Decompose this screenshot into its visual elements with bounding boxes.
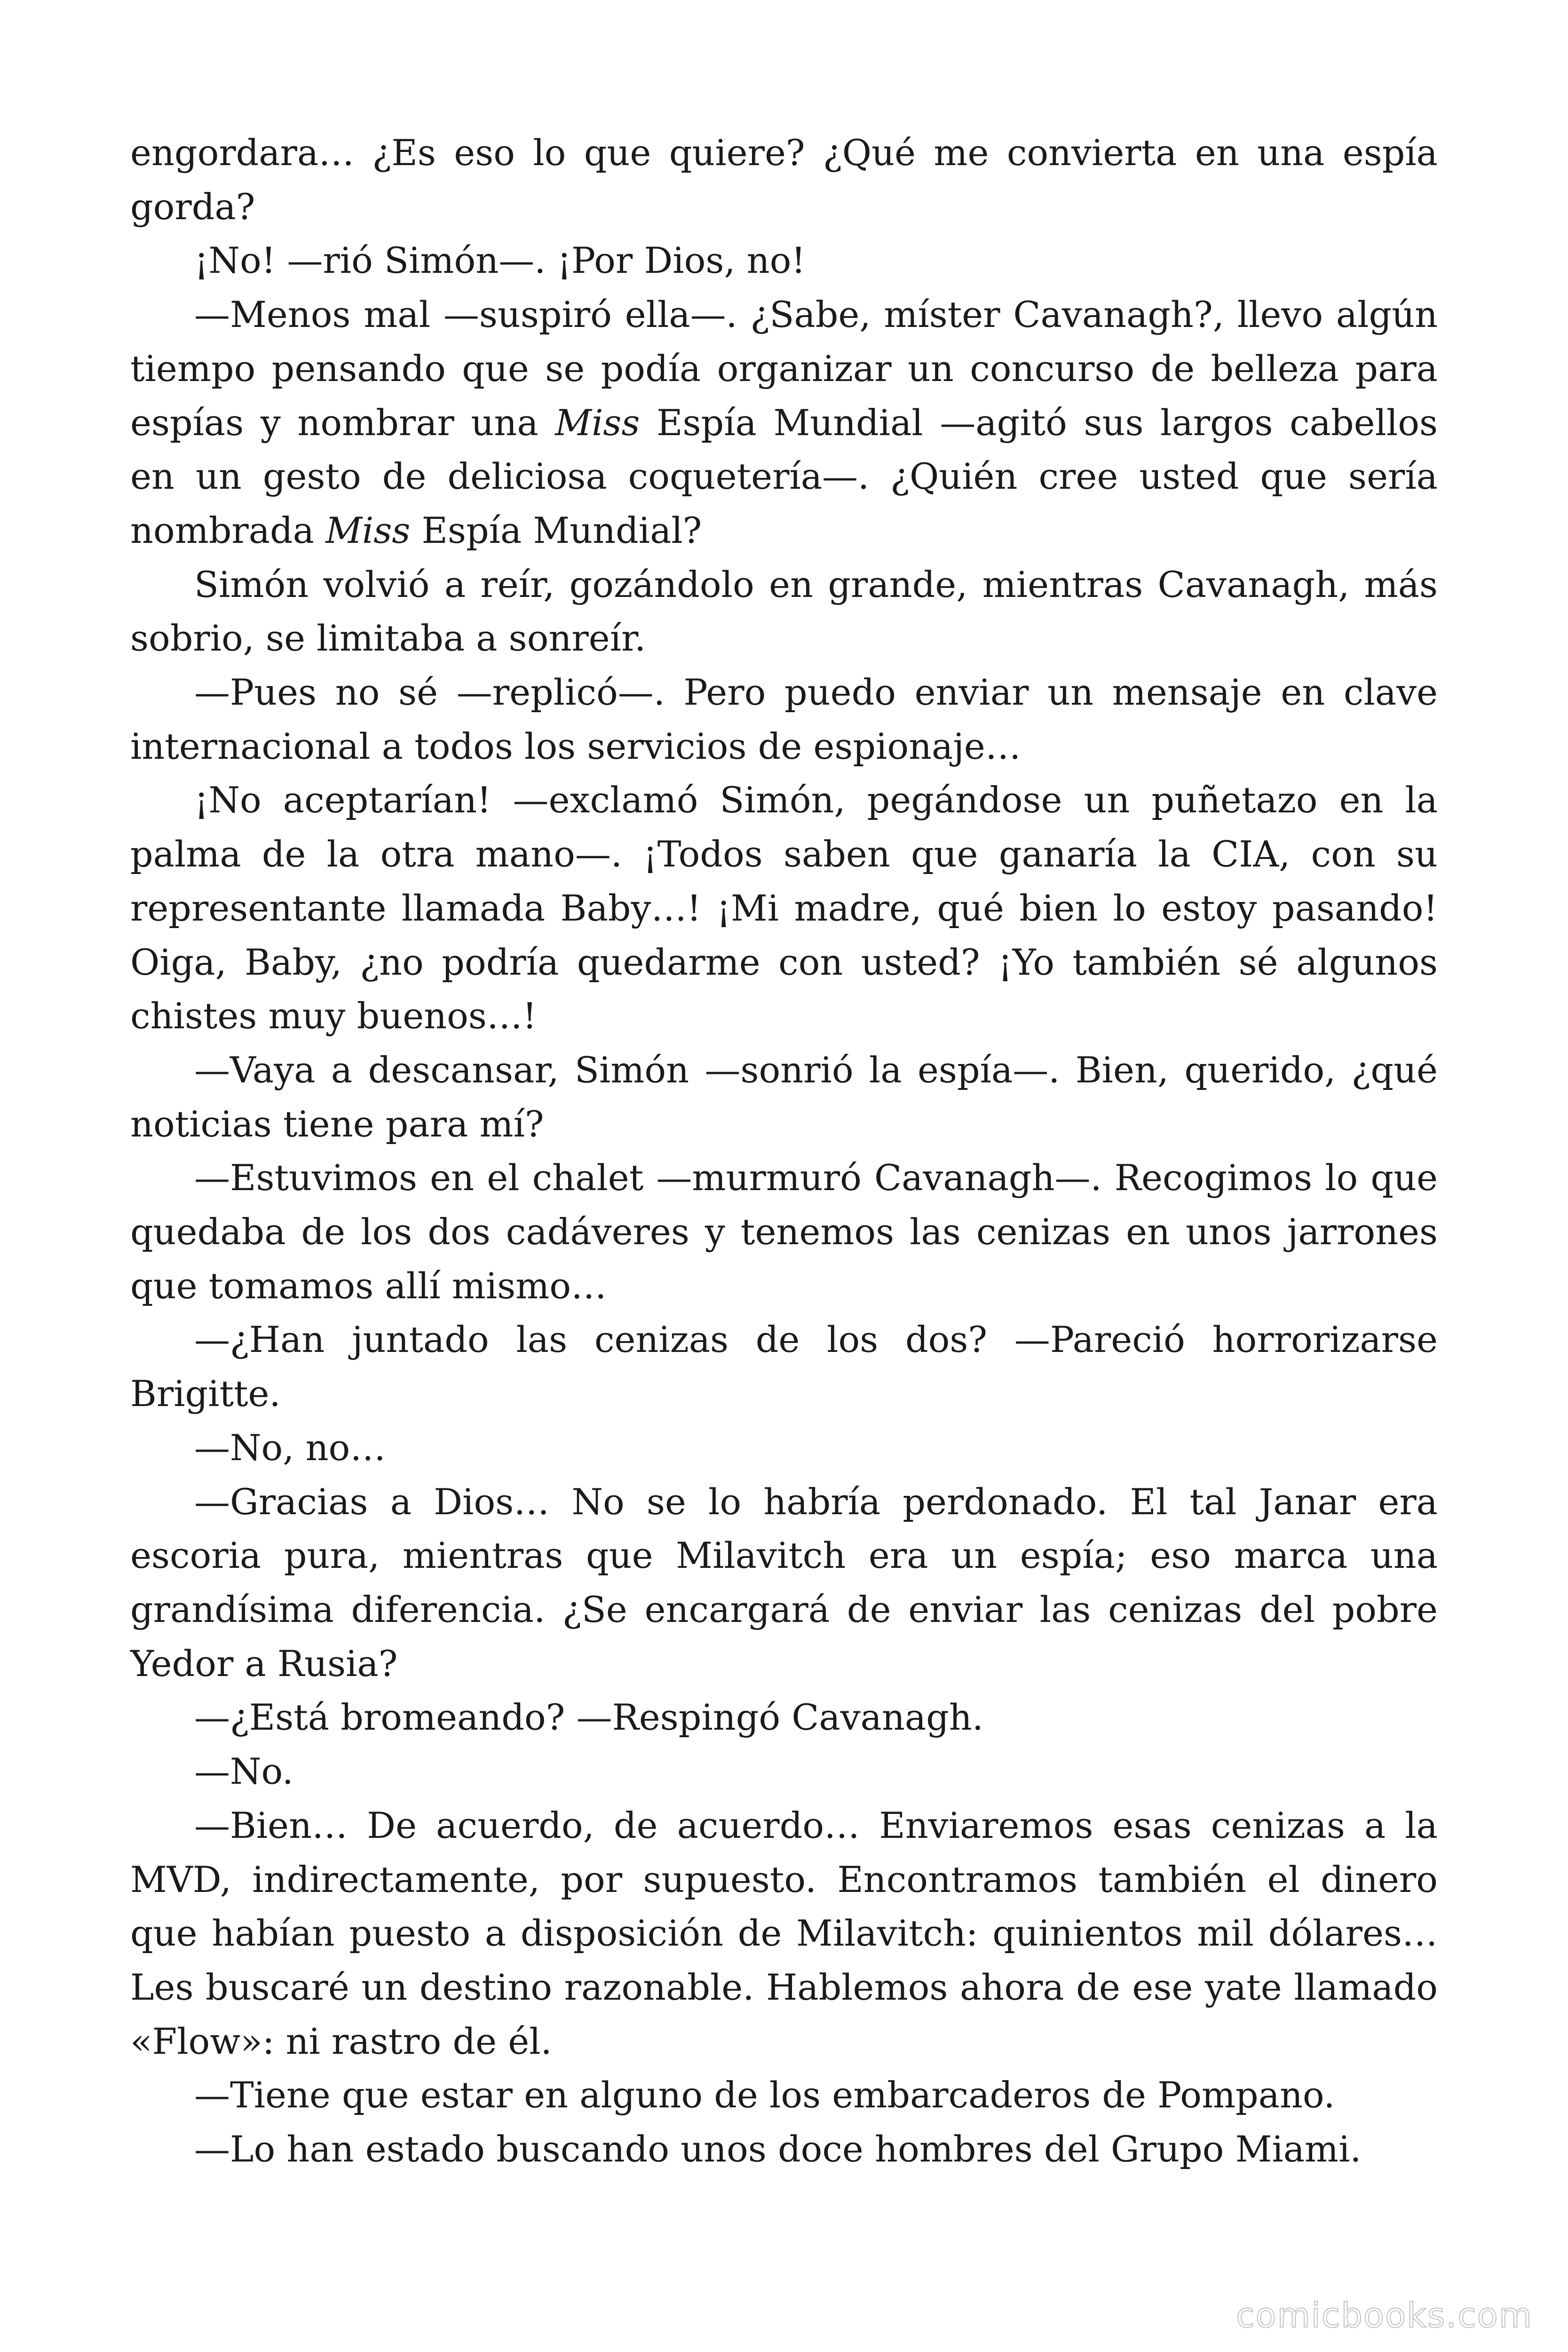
- paragraph: [130, 1151, 1438, 1313]
- italic-text-run: Miss: [555, 401, 640, 444]
- paragraph: [130, 1745, 1438, 1799]
- text-run: —Bien… De acuerdo, de acuerdo… Enviaremos esas cenizas a la MVD, indirectamente, por supuesto. Encontramos también el dinero que habían puesto a disposición de Milavitch: quinientos mil dólares… Les buscaré un destino razonable. Hablemos ahora de ese yate llamado «Flow»: ni rastro de él.: [130, 1804, 1438, 2062]
- text-run: ¡No! —rió Simón—. ¡Por Dios, no!: [194, 239, 806, 282]
- text-run: Simón volvió a reír, gozándolo en grande, mientras Cavanagh, más sobrio, se limitaba a sonreír.: [130, 563, 1438, 660]
- text-run: —Lo han estado buscando unos doce hombres del Grupo Miami.: [194, 2128, 1362, 2170]
- site-watermark: comicbooks.com: [1235, 2296, 1533, 2335]
- text-run: —Estuvimos en el chalet —murmuró Cavanagh—. Recogimos lo que quedaba de los dos cadáveres y tenemos las cenizas en unos jarrones que tomamos allí mismo…: [130, 1157, 1438, 1307]
- text-run: —¿Está bromeando? —Respingó Cavanagh.: [194, 1696, 983, 1739]
- paragraph: [130, 558, 1438, 666]
- text-run: Espía Mundial —agitó sus largos cabellos en un gesto de deliciosa coquetería—. ¿Quién cree usted que sería nombrada: [130, 401, 1438, 551]
- paragraph: [130, 288, 1438, 558]
- paragraph: [130, 2068, 1438, 2122]
- text-run: —Pues no sé —replicó—. Pero puedo enviar un mensaje en clave internacional a todos los servicios de espionaje…: [130, 671, 1438, 767]
- text-run: —Gracias a Dios… No se lo habría perdonado. El tal Janar era escoria pura, mientras que Milavitch era un espía; eso marca una grandísima diferencia. ¿Se encargará de enviar las cenizas del pobre Yedor a Rusia?: [130, 1480, 1438, 1685]
- paragraph: [130, 1043, 1438, 1151]
- page-text-body: [130, 126, 1438, 2177]
- italic-text-run: Miss: [325, 509, 411, 551]
- text-run: —Tiene que estar en alguno de los embarcaderos de Pompano.: [194, 2074, 1335, 2116]
- paragraph: [130, 773, 1438, 1043]
- text-run: —No, no…: [194, 1426, 386, 1469]
- paragraph: [130, 1475, 1438, 1691]
- paragraph: [130, 1421, 1438, 1475]
- paragraph: [130, 234, 1438, 288]
- paragraph: [130, 2122, 1438, 2177]
- paragraph: [130, 1799, 1438, 2069]
- paragraph: [130, 666, 1438, 773]
- paragraph: [130, 1313, 1438, 1421]
- text-run: —¿Han juntado las cenizas de los dos? —Pareció horrorizarse Brigitte.: [130, 1319, 1438, 1415]
- paragraph: [130, 1691, 1438, 1745]
- text-run: —No.: [194, 1750, 294, 1793]
- text-run: —Menos mal —suspiró ella—. ¿Sabe, míster Cavanagh?, llevo algún tiempo pensando que se podía organizar un concurso de belleza para espías y nombrar una: [130, 294, 1438, 444]
- text-run: engordara… ¿Es eso lo que quiere? ¿Qué me convierta en una espía gorda?: [130, 132, 1438, 228]
- text-run: —Vaya a descansar, Simón —sonrió la espía—. Bien, querido, ¿qué noticias tiene para mí?: [130, 1049, 1438, 1145]
- text-run: Espía Mundial?: [410, 509, 702, 551]
- paragraph: [130, 126, 1438, 234]
- text-run: ¡No aceptarían! —exclamó Simón, pegándose un puñetazo en la palma de la otra mano—. ¡Todos saben que ganaría la CIA, con su representante llamada Baby…! ¡Mi madre, qué bien lo estoy pasando! Oiga, Baby, ¿no podría quedarme con usted? ¡Yo también sé algunos chistes muy buenos…!: [130, 779, 1438, 1037]
